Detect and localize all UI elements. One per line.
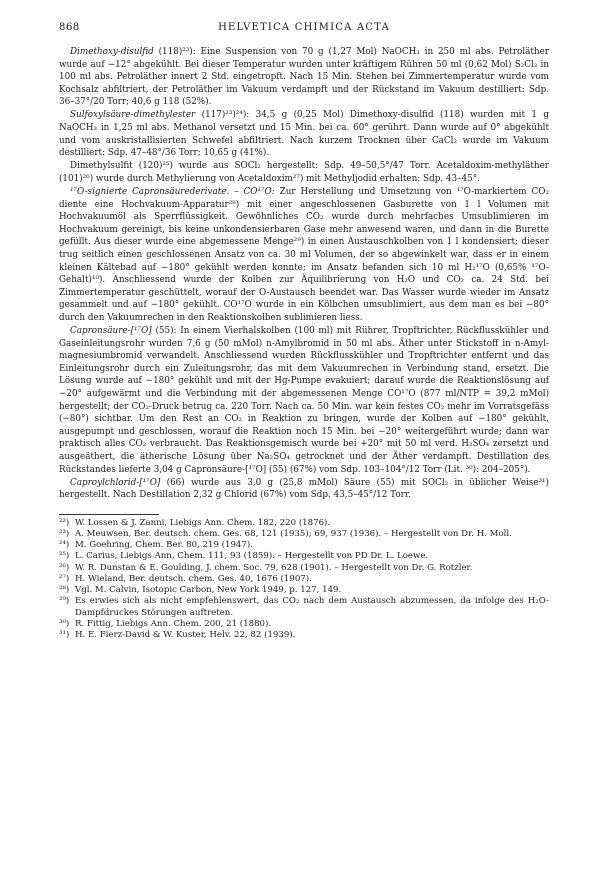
footnote-number: ²³) xyxy=(59,529,70,540)
paragraph xyxy=(59,109,549,159)
footnote xyxy=(59,619,549,630)
footnote-number: ²⁴) xyxy=(59,540,70,551)
footnote xyxy=(59,630,549,641)
footnotes xyxy=(59,518,549,641)
paragraph-lead: ¹⁷O-signierte Capronsäurederivate. – CO¹⁷O: xyxy=(70,187,275,198)
journal-title: HELVETICA CHIMICA ACTA xyxy=(218,22,390,33)
footnote-rule xyxy=(59,514,159,515)
paragraph xyxy=(59,325,549,476)
footnote-number: ²⁶) xyxy=(59,562,70,573)
footnote-number: ²⁹) xyxy=(59,596,70,607)
journal-page xyxy=(59,22,549,641)
footnote-text: L. Carius, Liebigs Ann. Chem. 111, 93 (1859). – Hergestellt von PD Dr. L. Loewe. xyxy=(75,551,429,562)
footnote-number: ²²) xyxy=(59,517,70,528)
paragraph xyxy=(59,160,549,185)
footnote-number: ²⁵) xyxy=(59,551,70,562)
footnote-number: ³¹) xyxy=(59,629,70,640)
footnote-text: A. Meuwsen, Ber. deutsch. chem. Ges. 68, 121 (1935); 69, 937 (1936). – Hergestellt von Dr. H. Moll. xyxy=(75,529,512,540)
running-header xyxy=(59,22,549,36)
footnote xyxy=(59,574,549,585)
footnote-text: W. Lossen & J. Zanni, Liebigs Ann. Chem. 182, 220 (1876). xyxy=(75,517,331,528)
paragraph xyxy=(59,186,549,325)
footnote-text: H. E. Fierz-David & W. Kuster, Helv. 22, 82 (1939). xyxy=(75,629,296,640)
footnote-text: M. Goehring, Chem. Ber. 80, 219 (1947). xyxy=(75,540,253,551)
paragraph-lead: Dimethoxy-disulfid xyxy=(70,47,154,57)
footnote-text: R. Fittig, Liebigs Ann. Chem. 200, 21 (1880). xyxy=(75,618,272,629)
footnote-number: ³⁰) xyxy=(59,618,70,629)
footnote xyxy=(59,551,549,562)
footnote-text: H. Wieland, Ber. deutsch. chem. Ges. 40, 1676 (1907). xyxy=(75,573,312,584)
paragraph-lead: Sulfoxylsäure-dimethylester xyxy=(70,110,196,121)
paragraph-text: (55): In einem Vierhalskolben (100 ml) mit Rührer, Tropftrichter, Rückflusskühler und Gaseinleitungsrohr wurden 7,6 g (50 mMol) n-Amylbromid in 50 ml abs. Äther unter Stickstoff in n-Amyl-magnesiumbromid verwandelt. Anschliessend wurden Rückflusskühler und Tropftrichter entfernt und das Einleitungsrohr durch ein Zuleitungsrohr, das mit dem Vakuumrechen in Verbindung stand, ersetzt. Die Lösung wurde auf −180° gekühlt und mit der Hg-Pumpe evakuiert; darauf wurde die Reaktionslösung auf −20° aufgewärmt und die Verbindung mit der abgemessenen Menge CO¹⁷O (877 ml/NTP = 39,2 mMol) hergestellt; der CO₂-Druck betrug ca. 220 Torr. Nach ca. 50 Min. war kein festes CO₂ mehr im Vorratsgefäss (−80°) sichtbar. Um den Rest an CO₂ in Reaktion zu bringen, wurde der Kolben auf −180° gekühlt, ausgepumpt und geschlossen, worauf die Reaktion noch 15 Min. bei −20° weitergeführt wurde; dann war praktisch alles CO₂ verbraucht. Das Reaktionsgemisch wurde bei +20° mit 50 ml verd. H₂SO₄ zersetzt und ausgeäthert, die ätherische Lösung über Na₂SO₄ getrocknet und der Äther verdampft. Destillation des Rückstandes lieferte 3,04 g Capronsäure-[¹⁷O] (55) (67%) vom Sdp. 103–104°/12 Torr (Lit. ³⁰): 204–205°). xyxy=(59,326,549,475)
paragraph xyxy=(59,477,549,502)
paragraph-text: (117)²³)²⁴): 34,5 g (0,25 Mol) Dimethoxy-disulfid (118) wurden mit 1 g NaOCH₃ in 1,25 ml abs. Methanol versetzt und 15 Min. bei ca. 60° gerührt. Dann wurde auf 0° abgekühlt und vom auskristallisierten Schwefel abfiltriert. Nach kurzem Trocknen über CaCl₂ wurde im Vakuum destilliert: Sdp. 47–48°/36 Torr; 10,65 g (41%). xyxy=(59,110,549,159)
page-number: 868 xyxy=(59,22,80,33)
paragraph-text: (118)²³): Eine Suspension von 70 g (1,27 Mol) NaOCH₃ in 250 ml abs. Petroläther wurde auf −12° abgekühlt. Bei dieser Temperatur wurden unter kräftigem Rühren 50 ml (0,62 Mol) S₂Cl₂ in 100 ml abs. Petroläther innert 2 Std. eingetropft. Nach 15 Min. Stehen bei Zimmertemperatur wurde vom Kochsalz abfiltriert, der Petroläther im Vakuum verdampft und der Rückstand im Vakuum destilliert: Sdp. 36–37°/20 Torr; 40,6 g 118 (52%). xyxy=(59,47,549,108)
footnote xyxy=(59,518,549,529)
footnote xyxy=(59,596,549,618)
paragraph-lead: Capronsäure-[¹⁷O] xyxy=(70,326,152,337)
footnote-number: ²⁷) xyxy=(59,573,70,584)
footnote-text: Vgl. M. Calvin, Isotopic Carbon, New York 1949, p. 127, 149. xyxy=(75,585,342,596)
paragraph-text: Zur Herstellung und Umsetzung von ¹⁷O-markiertem CO₂ diente eine Hochvakuum-Apparatur²⁸) mit einer angeschlossenen Gasburette von 1 l Volumen mit Hochvakuumöl als Sperrflüssigkeit. Gewöhnliches CO₂ wurde durch mehrfaches Umsublimieren im Hochvakuum gereinigt, bis keine unkondensierbaren Gase mehr anwesend waren, und dann in die Burette gefüllt. Aus dieser wurde eine abgemessene Menge²⁹) in einen Austauschkolben von 1 l kondensiert; dieser trug seitlich einen geschlossenen Ansatz von ca. 30 ml Volumen, der so abgewinkelt war, dass er in einem kleinen Kältebad auf −180° gekühlt werden konnte; im Ansatz befanden sich 10 ml H₂¹⁷O (0,65% ¹⁷O-Gehalt)¹⁰). Anschliessend wurde der Kolben zur Äquilibrierung von H₂O und CO₂ ca. 24 Std. bei Zimmertemperatur geschüttelt, worauf der O-Austausch beendet war. Das Wasser wurde wieder im Ansatz gesammelt und auf −180° gekühlt. CO¹⁷O wurde in ein Kölbchen umsublimiert, aus dem man es bei −80° durch den Vakuumrechen in den Reaktionskolben sublimieren liess. xyxy=(59,187,550,323)
paragraph-text: Dimethylsulfit (120)²⁵) wurde aus SOCl₂ hergestellt: Sdp. 49–50,5°/47 Torr. Acetaldoxim-methyläther (101)²⁶) wurde durch Methylierung von Acetaldoxim²⁷) mit Methyljodid erhalten: Sdp. 43–45°. xyxy=(59,161,549,184)
footnote xyxy=(59,540,549,551)
footnote-text: W. R. Dunstan & E. Goulding, J. chem. Soc. 79, 628 (1901). – Hergestellt von Dr. G. Rotzler. xyxy=(75,562,473,573)
paragraph-lead: Caproylchlorid-[¹⁷O] xyxy=(70,477,161,488)
footnote-number: ²⁸) xyxy=(59,585,70,596)
footnote xyxy=(59,563,549,574)
footnote-text: Es erwies sich als nicht empfehlenswert, das CO₂ nach dem Austausch abzumessen, da infolge des H₂O-Dampfdruckes Störungen auftreten. xyxy=(75,596,549,618)
footnote xyxy=(59,585,549,596)
footnote xyxy=(59,529,549,540)
article-body xyxy=(59,46,549,502)
paragraph xyxy=(59,46,549,109)
paragraph-text: (66) wurde aus 3,0 g (25,8 mMol) Säure (55) mit SOCl₂ in üblicher Weise³¹) hergestellt. Nach Destillation 2,32 g Chlorid (67%) vom Sdp. 43,5–45°/12 Torr. xyxy=(59,477,549,501)
